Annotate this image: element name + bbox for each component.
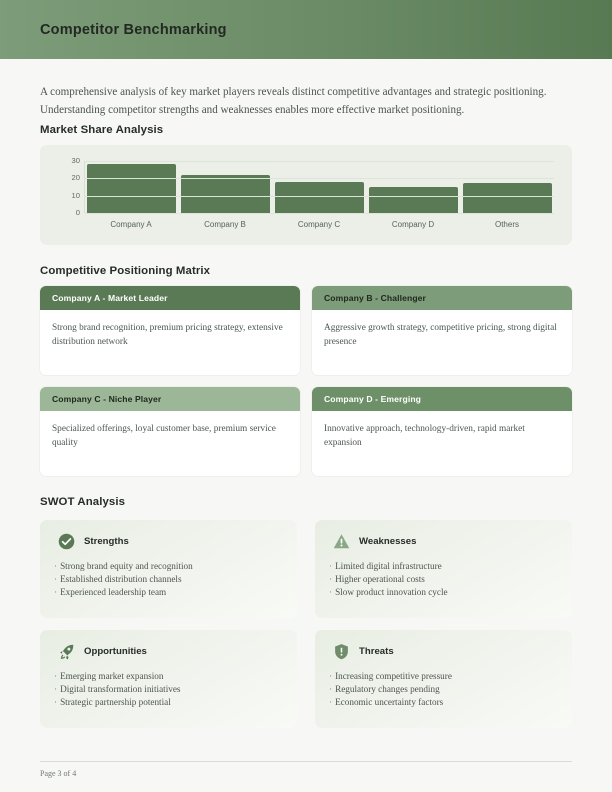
bullet-icon: · (54, 684, 58, 694)
swot-quadrant (315, 630, 572, 728)
swot-quadrant-title: Strengths (84, 535, 129, 547)
chart-bar-slot (87, 161, 176, 213)
page-number-label: Page 3 of 4 (40, 769, 77, 778)
page-content (0, 84, 612, 728)
chart-bar (463, 183, 552, 212)
section-title-market-share: Market Share Analysis (40, 123, 164, 136)
positioning-card-title: Company B - Challenger (312, 286, 572, 310)
bullet-icon: · (329, 684, 333, 694)
chart-x-label: Company C (297, 219, 341, 229)
bullet-icon: · (54, 560, 58, 571)
bullet-icon: · (329, 587, 333, 598)
warning-triangle-icon (333, 533, 350, 550)
chart-y-axis (58, 156, 84, 218)
swot-quadrant-header (58, 643, 283, 660)
swot-list-item: · Higher operational costs (329, 574, 425, 584)
bullet-icon: · (54, 697, 58, 708)
section-title-positioning: Competitive Positioning Matrix (40, 264, 211, 277)
swot-quadrant (40, 520, 297, 618)
positioning-card-description: Specialized offerings, loyal customer base, premium service quality (52, 423, 276, 449)
chart-bars (85, 161, 554, 213)
bullet-icon: · (329, 697, 333, 708)
chart-gridline (85, 161, 554, 162)
positioning-card-title: Company A - Market Leader (40, 286, 300, 310)
bullet-icon: · (54, 670, 58, 681)
swot-item-list (329, 670, 558, 709)
positioning-card (312, 387, 572, 476)
positioning-matrix (40, 286, 572, 476)
chart-x-label: Company B (204, 219, 246, 229)
market-share-chart (40, 145, 572, 245)
page-header-banner (0, 0, 612, 59)
chart-bar-slot (463, 161, 552, 213)
swot-list-item: · Emerging market expansion (54, 670, 164, 681)
positioning-card-title: Company C - Niche Player (40, 387, 300, 411)
chart-gridline (85, 178, 554, 179)
chart-bar-slot (275, 161, 364, 213)
shield-alert-icon (333, 643, 350, 660)
positioning-card-title: Company D - Emerging (312, 387, 572, 411)
chart-y-tick: 0 (75, 208, 80, 218)
chart-bar (87, 164, 176, 213)
bullet-icon: · (54, 587, 58, 598)
chart-bar (181, 175, 270, 213)
bullet-icon: · (329, 670, 333, 681)
bullet-icon: · (54, 574, 58, 584)
swot-quadrant (40, 630, 297, 728)
swot-list-item: · Strategic partnership potential (54, 697, 171, 708)
page-title: Competitor Benchmarking (40, 21, 227, 38)
page-footer (40, 761, 572, 778)
chart-x-axis-labels (84, 220, 554, 229)
swot-quadrant (315, 520, 572, 618)
chart-bar (275, 182, 364, 213)
swot-item-list (329, 560, 558, 599)
chart-bar (369, 187, 458, 213)
swot-quadrant-title: Weaknesses (359, 535, 417, 547)
chart-plot-area (84, 161, 554, 213)
chart-y-tick: 30 (71, 156, 80, 166)
bullet-icon: · (329, 574, 333, 584)
swot-quadrant-title: Opportunities (84, 645, 147, 657)
swot-list-item: · Limited digital infrastructure (329, 560, 442, 571)
positioning-card-description: Strong brand recognition, premium pricing strategy, extensive distribution network (52, 322, 283, 348)
positioning-card-description: Innovative approach, technology-driven, rapid market expansion (324, 423, 525, 449)
swot-quadrant-header (333, 643, 558, 660)
intro-paragraph: A comprehensive analysis of key market players reveals distinct competitive advantages and strategic positioning. Understanding competitor strengths and weaknesses enables more effective market positioning. (40, 86, 547, 116)
swot-quadrant-header (58, 533, 283, 550)
swot-list-item: · Strong brand equity and recognition (54, 560, 193, 571)
swot-list-item: · Economic uncertainty factors (329, 697, 444, 708)
swot-list-item: · Slow product innovation cycle (329, 587, 448, 598)
swot-list-item: · Established distribution channels (54, 574, 182, 584)
positioning-card (40, 387, 300, 476)
positioning-card (40, 286, 300, 375)
swot-list-item: · Increasing competitive pressure (329, 670, 452, 681)
swot-list-item: · Experienced leadership team (54, 587, 167, 598)
chart-gridline (85, 196, 554, 197)
section-title-swot: SWOT Analysis (40, 495, 126, 508)
positioning-card-description: Aggressive growth strategy, competitive pricing, strong digital presence (324, 322, 557, 348)
rocket-icon (58, 643, 75, 660)
chart-y-tick: 20 (71, 173, 80, 183)
bullet-icon: · (329, 560, 333, 571)
positioning-card (312, 286, 572, 375)
check-circle-icon (58, 533, 75, 550)
swot-quadrant-header (333, 533, 558, 550)
chart-x-label: Company A (110, 219, 152, 229)
footer-divider (40, 761, 572, 762)
chart-y-tick: 10 (71, 190, 80, 200)
chart-bar-slot (181, 161, 270, 213)
swot-quadrant-title: Threats (359, 645, 394, 657)
chart-x-label: Others (494, 219, 519, 229)
swot-item-list (54, 560, 283, 599)
swot-item-list (54, 670, 283, 709)
chart-gridline (85, 213, 554, 214)
chart-bar-slot (369, 161, 458, 213)
swot-list-item: · Regulatory changes pending (329, 684, 440, 694)
swot-matrix (40, 520, 572, 728)
chart-x-label: Company D (391, 219, 435, 229)
swot-list-item: · Digital transformation initiatives (54, 684, 181, 694)
